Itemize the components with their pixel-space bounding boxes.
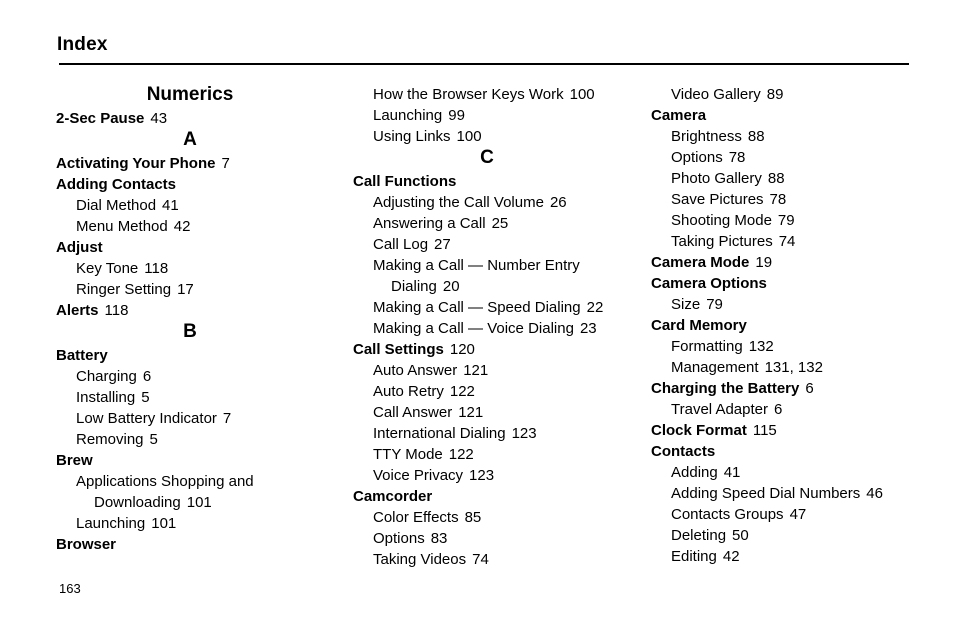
index-subentry	[353, 255, 621, 276]
index-section-heading: Numerics	[146, 84, 234, 105]
index-entry-label: Dialing	[391, 278, 437, 295]
index-subentry	[651, 336, 919, 357]
index-page-reference: 78	[769, 191, 787, 208]
index-subentry	[353, 549, 621, 570]
index-entry-label: Making a Call — Number Entry	[373, 257, 580, 274]
index-entry-label: Low Battery Indicator	[76, 410, 217, 427]
index-page-reference: 50	[732, 527, 749, 544]
index-page-reference: 20	[442, 278, 460, 295]
index-page-reference: 131, 132	[764, 359, 823, 376]
index-entry-label: Charging the Battery	[651, 380, 800, 397]
index-entry	[651, 105, 919, 126]
index-entry	[353, 486, 621, 507]
index-entry-label: Card Memory	[651, 317, 747, 334]
index-page-reference: 123	[511, 425, 537, 442]
index-subentry	[56, 471, 324, 492]
index-entry-label: Formatting	[671, 338, 743, 355]
index-page-reference: 5	[141, 389, 150, 406]
index-entry	[56, 534, 324, 555]
index-entry-label: Color Effects	[373, 509, 459, 526]
index-entry	[56, 345, 324, 366]
index-entry-label: Size	[671, 296, 701, 313]
index-subentry	[353, 507, 621, 528]
index-page-reference: 74	[472, 551, 489, 568]
index-subentry	[651, 483, 919, 504]
index-page-reference: 79	[706, 296, 723, 313]
index-page-reference: 121	[458, 404, 484, 421]
index-page-reference: 23	[579, 320, 597, 337]
index-entry	[353, 171, 621, 192]
index-page-reference: 101	[186, 494, 212, 511]
index-subentry	[56, 387, 324, 408]
index-page-reference: 132	[748, 338, 774, 355]
index-subentry	[353, 465, 621, 486]
index-page-reference: 27	[434, 236, 451, 253]
index-subentry	[353, 528, 621, 549]
index-entry-label: Travel Adapter	[671, 401, 768, 418]
index-entry-label: Clock Format	[651, 422, 747, 439]
index-entry-label: Dial Method	[76, 197, 157, 214]
index-page-reference: 78	[728, 149, 746, 166]
index-entry-label: Adjusting the Call Volume	[373, 194, 544, 211]
index-subentry	[56, 513, 324, 534]
index-page-reference: 22	[586, 299, 604, 316]
index-subentry	[651, 294, 919, 315]
index-entry-label: Installing	[76, 389, 136, 406]
index-page-reference: 41	[723, 464, 741, 481]
index-entry	[651, 378, 919, 399]
index-subentry	[56, 195, 324, 216]
index-page-reference: 6	[142, 368, 152, 385]
index-entry	[56, 153, 324, 174]
index-entry-label: Applications Shopping and	[76, 473, 254, 490]
index-page-reference: 83	[430, 530, 448, 547]
index-entry-label: Auto Answer	[373, 362, 458, 379]
index-subentry	[651, 399, 919, 420]
index-subentry	[651, 210, 919, 231]
index-subentry	[56, 279, 324, 300]
index-entry	[56, 108, 324, 129]
index-entry-label: Adding Speed Dial Numbers	[671, 485, 861, 502]
index-page-reference: 42	[722, 548, 740, 565]
index-entry-label: Camera Mode	[651, 254, 750, 271]
index-entry-label: Launching	[373, 107, 443, 124]
index-subentry	[353, 381, 621, 402]
index-page-reference: 7	[222, 410, 232, 427]
index-page-reference: 74	[778, 233, 796, 250]
index-page-reference: 123	[469, 467, 495, 484]
index-page-reference: 19	[755, 254, 773, 271]
index-page-reference: 6	[805, 380, 814, 397]
index-subentry	[353, 444, 621, 465]
index-subentry	[651, 357, 919, 378]
index-page-reference: 118	[144, 260, 169, 277]
index-entry-label: Call Answer	[373, 404, 453, 421]
index-entry-label: Camera	[651, 107, 707, 124]
index-page-reference: 120	[449, 341, 475, 358]
index-subentry-continued	[353, 276, 621, 297]
index-page-reference: 122	[449, 383, 475, 400]
page-number: 163	[59, 581, 81, 596]
index-subentry	[56, 429, 324, 450]
index-page-reference: 46	[866, 485, 883, 502]
index-subentry	[651, 462, 919, 483]
index-subentry-continued	[56, 492, 324, 513]
index-entry-label: International Dialing	[373, 425, 506, 442]
index-page-reference: 47	[789, 506, 807, 523]
index-entry-label: How the Browser Keys Work	[373, 86, 564, 103]
index-subentry	[353, 318, 621, 339]
index-entry-label: Downloading	[94, 494, 181, 511]
index-entry-label: Adding	[671, 464, 718, 481]
index-entry-label: Camera Options	[651, 275, 767, 292]
index-entry-label: Removing	[76, 431, 144, 448]
index-entry	[56, 300, 324, 321]
index-page-reference: 41	[162, 197, 179, 214]
index-page-reference: 7	[221, 155, 230, 172]
index-subentry	[651, 126, 919, 147]
index-subentry	[651, 84, 919, 105]
index-entry-label: Video Gallery	[671, 86, 761, 103]
index-entry	[651, 441, 919, 462]
index-entry	[651, 420, 919, 441]
index-column-1	[56, 84, 324, 555]
index-entry-label: Answering a Call	[373, 215, 486, 232]
index-page-reference: 115	[752, 422, 777, 439]
index-subentry	[353, 213, 621, 234]
index-section-heading: C	[480, 147, 494, 168]
page-title: Index	[57, 34, 108, 55]
index-entry-label: Adjust	[56, 239, 103, 256]
header-rule	[59, 63, 909, 65]
index-entry-label: Editing	[671, 548, 717, 565]
index-page-reference: 121	[463, 362, 489, 379]
index-page-reference: 100	[456, 128, 482, 145]
index-entry-label: Browser	[56, 536, 117, 553]
index-entry-label: Brew	[56, 452, 93, 469]
index-entry-label: Using Links	[373, 128, 451, 145]
index-entry	[353, 339, 621, 360]
index-subentry	[353, 192, 621, 213]
index-subentry	[56, 408, 324, 429]
index-entry-label: Alerts	[56, 302, 99, 319]
index-page-reference: 122	[448, 446, 474, 463]
index-entry-label: Options	[671, 149, 723, 166]
index-page-reference: 43	[150, 110, 168, 127]
index-entry-label: Call Log	[373, 236, 429, 253]
index-subentry	[56, 366, 324, 387]
index-entry-label: TTY Mode	[373, 446, 443, 463]
index-entry-label: Adding Contacts	[56, 176, 176, 193]
index-page-reference: 101	[151, 515, 177, 532]
index-page-reference: 42	[173, 218, 191, 235]
index-entry-label: Battery	[56, 347, 108, 364]
index-page-reference: 79	[777, 212, 795, 229]
index-subentry	[651, 147, 919, 168]
index-subentry	[56, 216, 324, 237]
index-subentry	[353, 84, 621, 105]
index-entry	[651, 273, 919, 294]
index-page-reference: 88	[747, 128, 765, 145]
index-entry-label: Voice Privacy	[373, 467, 464, 484]
index-entry-label: Launching	[76, 515, 146, 532]
index-entry-label: Options	[373, 530, 425, 547]
index-subentry	[56, 258, 324, 279]
index-page-reference: 118	[104, 302, 129, 319]
index-column-3	[651, 84, 919, 567]
index-entry-label: Ringer Setting	[76, 281, 172, 298]
index-entry-label: 2-Sec Pause	[56, 110, 145, 127]
index-subentry	[353, 234, 621, 255]
index-subentry	[651, 231, 919, 252]
index-entry-label: Key Tone	[76, 260, 139, 277]
index-subentry	[353, 360, 621, 381]
index-entry	[56, 450, 324, 471]
index-entry-label: Charging	[76, 368, 137, 385]
index-entry-label: Brightness	[671, 128, 742, 145]
index-entry-label: Taking Pictures	[671, 233, 773, 250]
index-entry-label: Management	[671, 359, 759, 376]
index-subentry	[353, 423, 621, 444]
index-page-reference: 17	[177, 281, 194, 298]
index-entry-label: Contacts Groups	[671, 506, 784, 523]
index-section-heading: B	[183, 321, 197, 342]
index-subentry	[651, 546, 919, 567]
index-subentry	[353, 105, 621, 126]
index-page-reference: 88	[767, 170, 785, 187]
index-page-reference: 25	[491, 215, 509, 232]
index-entry-label: Save Pictures	[671, 191, 764, 208]
index-subentry	[353, 126, 621, 147]
index-entry-label: Making a Call — Speed Dialing	[373, 299, 581, 316]
index-subentry	[651, 525, 919, 546]
index-entry-label: Call Functions	[353, 173, 457, 190]
index-entry	[56, 174, 324, 195]
index-page-reference: 89	[766, 86, 784, 103]
index-entry-label: Contacts	[651, 443, 716, 460]
index-entry-label: Call Settings	[353, 341, 444, 358]
index-page-reference: 6	[774, 401, 783, 418]
index-subentry	[353, 297, 621, 318]
index-entry-label: Shooting Mode	[671, 212, 772, 229]
index-entry-label: Making a Call — Voice Dialing	[373, 320, 574, 337]
index-entry	[651, 252, 919, 273]
index-page-reference: 100	[569, 86, 595, 103]
index-entry	[56, 237, 324, 258]
index-entry-label: Deleting	[671, 527, 727, 544]
index-subentry	[651, 189, 919, 210]
index-entry-label: Photo Gallery	[671, 170, 762, 187]
index-entry-label: Auto Retry	[373, 383, 444, 400]
index-subentry	[353, 402, 621, 423]
index-page-reference: 99	[448, 107, 465, 124]
index-section-heading: A	[183, 129, 197, 150]
index-page-reference: 5	[149, 431, 158, 448]
index-entry-label: Menu Method	[76, 218, 168, 235]
index-subentry	[651, 168, 919, 189]
index-subentry	[651, 504, 919, 525]
index-entry-label: Taking Videos	[373, 551, 467, 568]
index-entry-label: Activating Your Phone	[56, 155, 216, 172]
index-page-reference: 85	[464, 509, 482, 526]
index-page-reference: 26	[549, 194, 567, 211]
index-entry-label: Camcorder	[353, 488, 433, 505]
index-column-2	[353, 84, 621, 570]
index-entry	[651, 315, 919, 336]
